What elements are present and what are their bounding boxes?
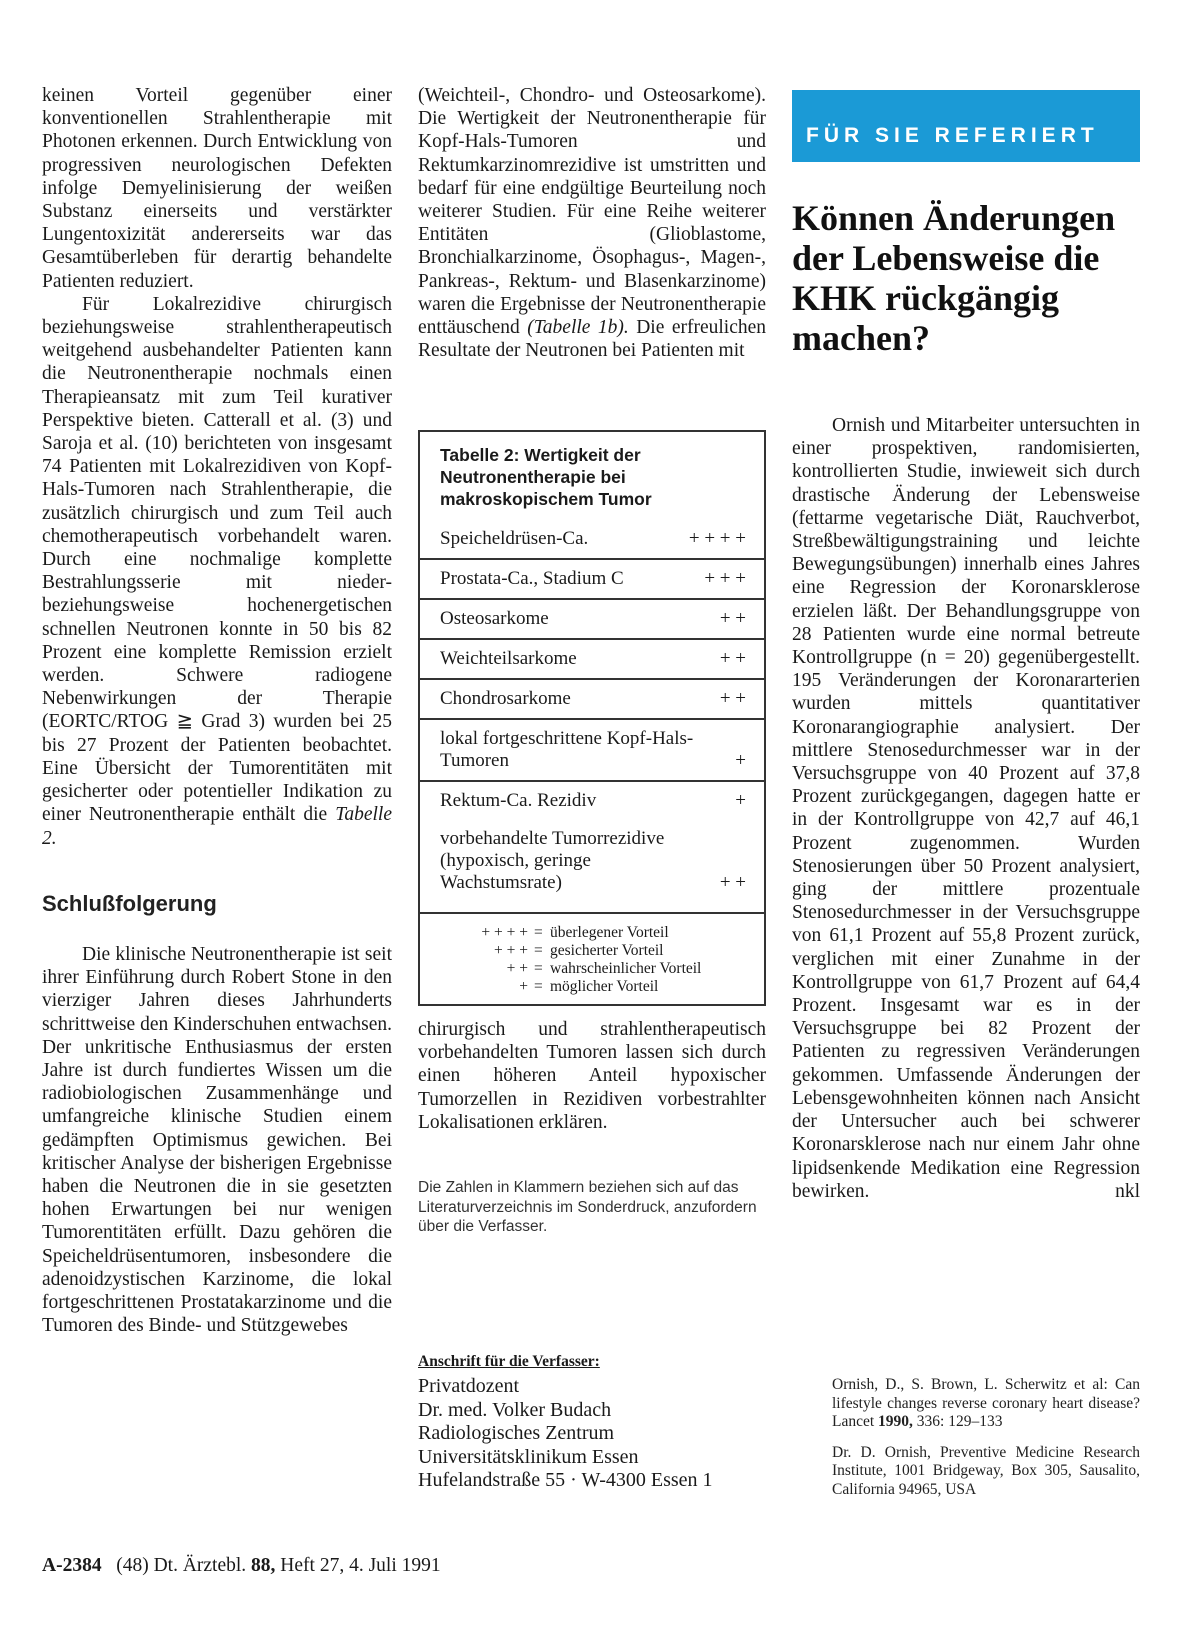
reference-1-text: Ornish, D., S. Brown, L. Scherwitz et al: Can lifestyle changes reverse coronary heart disease? Lancet xyxy=(832,1376,1140,1430)
legend-eq: = xyxy=(534,960,543,977)
table-cell-entity: Weichteilsarkome xyxy=(440,648,577,669)
section-banner xyxy=(792,90,1140,162)
table-cell-rating: + + xyxy=(719,872,746,893)
reference-2: Dr. D. Ornish, Preventive Medicine Research Institute, 1001 Bridgeway, Box 305, Sausalito, California 94965, USA xyxy=(832,1443,1140,1498)
table-cell-entity: Chondrosarkome xyxy=(440,688,571,709)
column-left xyxy=(42,84,392,1337)
table-row xyxy=(420,522,764,558)
table-row xyxy=(420,718,764,780)
legend-symbol: + + + + xyxy=(481,924,528,941)
col2-paragraph-1b: Die erfreulichen Resultate der Neutronen bei Patienten mit xyxy=(418,317,767,362)
col1-paragraph-2-text: Für Lokalrezidive chirurgisch beziehungsweise strahlentherapeutisch weitgehend ausbehandelter Patienten kann die Neutronentherapie nochmals einen Therapieansatz mit zum Teil kurativer Perspektive bieten. Catterall et al. (3) und Saroja et al. (10) berichteten von insgesamt 74 Patienten mit Lokalrezidiven von Kopf-Hals-Tumoren nach Strahlentherapie, die zusätzlich chirurgisch und zum Teil auch chemotherapeutisch vorbehandelt waren. Durch eine nochmalige komplette Bestrahlungsserie mit nieder- beziehungsweise hochenergetischen schnellen Neutronen konnte in 50 bis 82 Prozent eine komplette Remission erzielt werden. Schwere radiogene Nebenwirkungen der Therapie (EORTC/RTOG ≧ Grad 3) wurden bei 25 bis 27 Prozent der Patienten beobachtet. Eine Übersicht der Tumorentitäten mit gesicherter oder potentieller Indikation zu einer Neutronentherapie enthält die xyxy=(42,293,392,826)
table-row xyxy=(420,558,764,598)
author-address xyxy=(418,1350,778,1492)
table-title: Tabelle 2: Wertigkeit der Neutronentherapie bei makroskopischem Tumor xyxy=(440,445,652,509)
legend-symbol: + + + xyxy=(494,942,528,959)
table-cell-rating: + + xyxy=(719,688,746,709)
table-cell-entity: Prostata-Ca., Stadium C xyxy=(440,568,624,589)
table-cell-entity: Speicheldrüsen-Ca. xyxy=(440,528,589,549)
table-reference-1b: (Tabelle 1b). xyxy=(527,317,629,339)
footer-journal: (48) Dt. Ärztebl. xyxy=(116,1555,247,1576)
col1-paragraph-2 xyxy=(42,293,392,850)
reference-1-year: 1990, xyxy=(878,1413,913,1430)
address-line: Hufelandstraße 55 · W-4300 Essen 1 xyxy=(418,1469,713,1492)
col1-paragraph-3: Die klinische Neutronentherapie ist seit ihrer Einführung durch Robert Stone in den vierziger Jahren dieses Jahrhunderts schrittweise den Kinderschuhen entwachsen. Der unkritische Enthusiasmus der ersten Jahre ist durch fundiertes Wissen um die radiobiologischen Zusammenhänge und umfangreiche klinische Studien einem gedämpften Optimismus gewichen. Bei kritischer Analyse der bisherigen Ergebnisse haben die Neutronen die in sie gesetzten hohen Erwartungen bei nur wenigen Tumorentitäten erfüllt. Dazu gehören die Speicheldrüsentumoren, insbesondere die adenoidzystischen Karzinome, die lokal fortgeschrittenen Prostatakarzinome und die Tumoren des Binde- und Stützgewebes xyxy=(42,943,392,1337)
banner-label: FÜR SIE REFERIERT xyxy=(806,124,1099,147)
col2-paragraph-1 xyxy=(418,84,766,362)
table-cell-entity: Osteosarkome xyxy=(440,608,549,629)
address-label: Anschrift für die Verfasser: xyxy=(418,1353,600,1370)
page-number: A-2384 xyxy=(42,1555,102,1576)
table-row xyxy=(420,638,764,678)
address-line: Radiologisches Zentrum xyxy=(418,1422,615,1445)
legend-text: gesicherter Vorteil xyxy=(550,942,664,959)
page-footer xyxy=(42,1555,441,1577)
legend-row xyxy=(440,960,744,978)
table-cell-rating: + + + xyxy=(704,568,746,589)
legend-symbol: + xyxy=(519,978,528,995)
col2-paragraph-2: chirurgisch und strahlentherapeutisch vorbehandelten Tumoren lassen sich durch einen höheren Anteil hypoxischer Tumorzellen in Rezidiven vorbestrahlter Lokalisationen erklären. xyxy=(418,1019,766,1133)
section-heading: Schlußfolgerung xyxy=(42,890,217,916)
reference-1-pages: 336: 129–133 xyxy=(916,1413,1003,1430)
article-body xyxy=(792,414,1140,1203)
column-middle xyxy=(418,84,766,362)
table-cell-rating: + + xyxy=(719,648,746,669)
table-rows xyxy=(420,522,764,902)
table-cell-entity: Rektum-Ca. Rezidiv xyxy=(440,790,597,811)
table-row xyxy=(420,598,764,638)
col1-paragraph-1: keinen Vorteil gegenüber einer konventionellen Strahlentherapie mit Photonen erkennen. Durch Entwicklung von progressiven neurologischen Defekten infolge Demyelinisierung der weißen Substanz einerseits und verstärkter Lungentoxizität andererseits war das Gesamtüberleben für derartig behandelte Patienten reduziert. xyxy=(42,85,392,292)
reference-1 xyxy=(832,1376,1140,1432)
address-line: Dr. med. Volker Budach xyxy=(418,1398,612,1421)
article-title: Können Änderungen der Lebensweise die KHK rückgängig machen? xyxy=(792,198,1116,358)
table-cell-entity: lokal fortgeschrittene Kopf-Hals-Tumoren xyxy=(440,728,694,771)
table-legend xyxy=(420,912,764,996)
article-paragraph xyxy=(792,414,1140,1203)
legend-row xyxy=(440,924,744,942)
legend-text: überlegener Vorteil xyxy=(550,924,669,941)
reference-note: Die Zahlen in Klammern beziehen sich auf das Literaturverzeichnis im Sonderdruck, anzufordern über die Verfasser. xyxy=(418,1179,757,1235)
legend-row xyxy=(440,978,744,996)
table-row xyxy=(420,820,764,902)
table-2 xyxy=(418,430,766,1006)
table-reference: Tabelle 2. xyxy=(42,804,392,849)
table-row xyxy=(420,678,764,718)
footer-volume: 88, xyxy=(251,1555,276,1576)
table-row xyxy=(420,780,764,820)
table-cell-rating: + xyxy=(735,750,746,771)
legend-text: möglicher Vorteil xyxy=(550,978,659,995)
legend-symbol: + + xyxy=(506,960,528,977)
legend-eq: = xyxy=(534,942,543,959)
legend-eq: = xyxy=(534,978,543,995)
author-signature: nkl xyxy=(1115,1180,1140,1202)
legend-text: wahrscheinlicher Vorteil xyxy=(550,960,702,977)
footer-issue: Heft 27, 4. Juli 1991 xyxy=(280,1555,441,1576)
legend-row xyxy=(440,942,744,960)
table-cell-rating: + + + + xyxy=(688,528,746,549)
table-cell-rating: + xyxy=(735,790,746,811)
address-line: Privatdozent xyxy=(418,1375,520,1398)
table-cell-rating: + + xyxy=(719,608,746,629)
address-line: Universitätsklinikum Essen xyxy=(418,1445,639,1468)
references xyxy=(832,1376,1140,1511)
table-cell-entity: vorbehandelte Tumorrezidive (hypoxisch, geringe Wachstumsrate) xyxy=(440,828,665,893)
article-text: Ornish und Mitarbeiter untersuchten in einer prospektiven, randomisierten, kontrollierten Studie, inwieweit sich durch drastische Änderung der Lebensweise (fettarme vegetarische Diät, Rauchverbot, Streßbewältigungstraining und leichte Bewegungsübungen) innerhalb eines Jahres eine Regression der Koronarsklerose erzielen läßt. Der Behandlungsgruppe von 28 Patienten wurde eine normal betreute Kontrollgruppe (n = 20) gegenübergestellt. 195 Veränderungen der Koronararterien wurden mittels quantitativer Koronarangiographie analysiert. Der mittlere Stenosedurchmesser war in der Versuchsgruppe von 40 Prozent auf 37,8 Prozent zurückgegangen, dagegen hatte er in der Kontrollgruppe von 42,7 auf 46,1 Prozent zugenommen. Wurden Stenosierungen über 50 Prozent analysiert, ging der mittlere prozentuale Stenosedurchmesser in der Versuchsgruppe von 61,1 Prozent auf 55,8 Prozent zurück, verglichen mit einer Zunahme in der Kontrollgruppe von 61,7 Prozent auf 64,4 Prozent. Insgesamt war es in der Versuchsgruppe bei 82 Prozent der Patienten zu regressiven Veränderungen gekommen. Umfassende Änderungen der Lebensgewohnheiten können nach Ansicht der Untersucher auch bei schwerer Koronarsklerose nach nur einem Jahr ohne lipidsenkende Medikation eine Regression bewirken. xyxy=(792,415,1140,1202)
legend-eq: = xyxy=(534,924,543,941)
col2-paragraph-1a: (Weichteil-, Chondro- und Osteosarkome). Die Wertigkeit der Neutronentherapie für Kopf-Hals-Tumoren und Rektumkarzinomrezidive ist umstritten und bedarf für eine endgültige Beurteilung noch weiterer Studien. Für eine Reihe weiterer Entitäten (Glioblastome, Bronchialkarzinome, Ösophagus-, Magen-, Pankreas-, Rektum- und Blasenkarzinome) waren die Ergebnisse der Neutronentherapie enttäuschend xyxy=(418,85,766,339)
